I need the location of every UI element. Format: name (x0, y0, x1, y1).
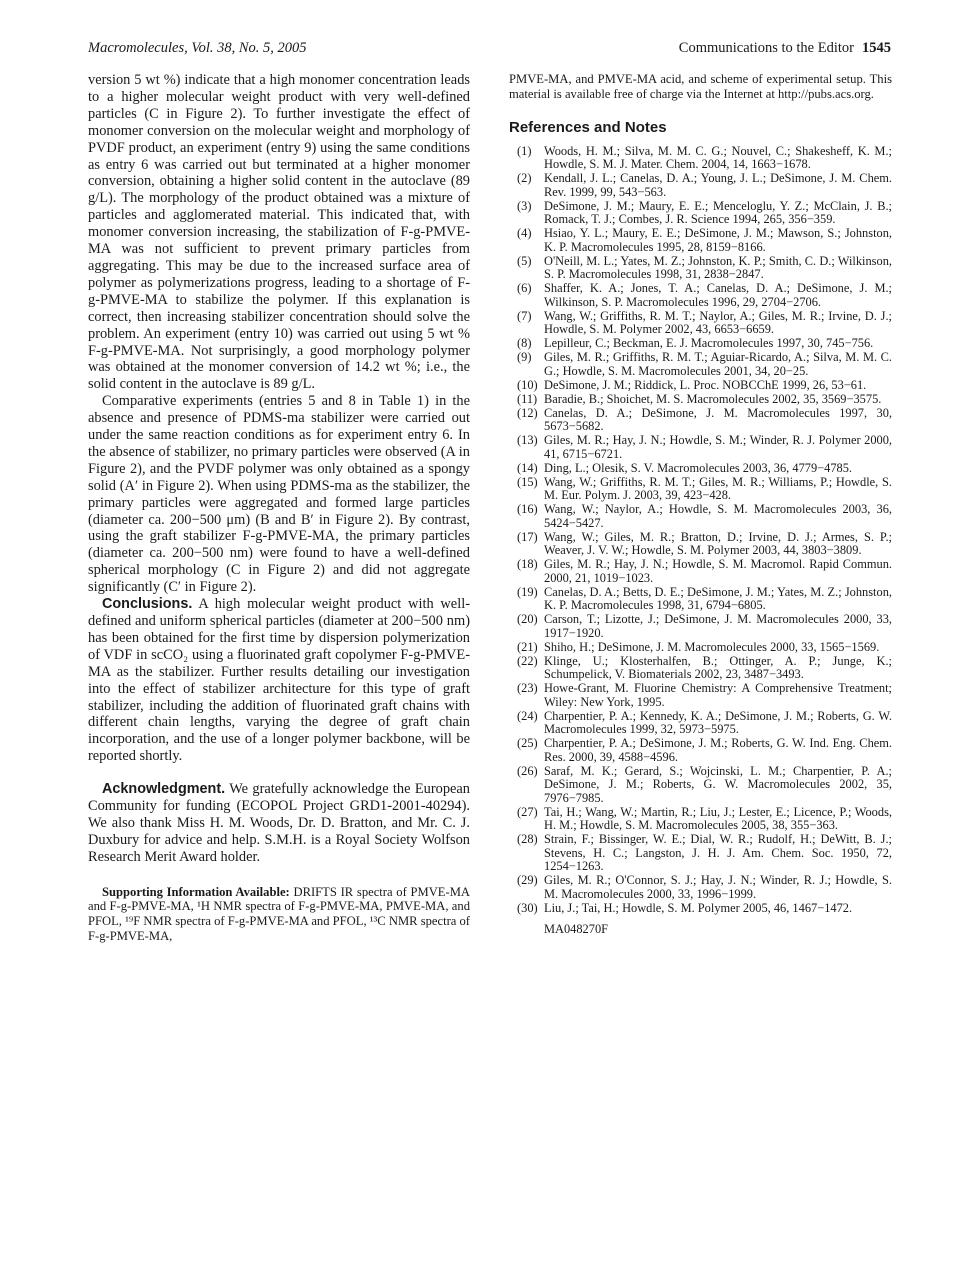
reference-text: Wang, W.; Naylor, A.; Howdle, S. M. Macromolecules 2003, 36, 5424−5427. (544, 502, 892, 530)
references-list (509, 145, 892, 916)
reference-text: Wang, W.; Griffiths, R. M. T.; Naylor, A.; Giles, M. R.; Irvine, D. J.; Howdle, S. M. Polymer 2002, 43, 6653−6659. (544, 308, 892, 337)
manuscript-code: MA048270F (544, 922, 609, 937)
reference-text: Canelas, D. A.; Betts, D. E.; DeSimone, J. M.; Yates, M. Z.; Johnston, K. P. Macromolecules 1998, 31, 6794−6805. (544, 584, 892, 613)
reference-text: Tai, H.; Wang, W.; Martin, R.; Liu, J.; Lester, E.; Licence, P.; Woods, H. M.; Howdle, S. M. Macromolecules 2005, 38, 355−363. (544, 804, 892, 833)
reference-item (509, 765, 892, 806)
reference-number: (16) (517, 502, 538, 517)
reference-text: Hsiao, Y. L.; Maury, E. E.; DeSimone, J. M.; Mawson, S.; Johnston, K. P. Macromolecules 1995, 28, 8159−8166. (544, 226, 892, 254)
reference-number: (17) (517, 529, 538, 544)
reference-number: (9) (517, 350, 532, 365)
journal-citation: Macromolecules, Vol. 38, No. 5, 2005 (88, 40, 307, 56)
reference-number: (2) (517, 171, 532, 186)
reference-item (509, 503, 892, 530)
reference-text: Lepilleur, C.; Beckman, E. J. Macromolecules 1997, 30, 745−756. (544, 336, 874, 351)
reference-number: (22) (517, 653, 538, 668)
reference-item (509, 476, 892, 503)
reference-text: Canelas, D. A.; DeSimone, J. M. Macromolecules 1997, 30, 5673−5682. (544, 405, 892, 434)
reference-number: (13) (517, 433, 538, 448)
reference-item (509, 806, 892, 833)
reference-text: Carson, T.; Lizotte, J.; DeSimone, J. M. Macromolecules 2000, 33, 1917−1920. (544, 612, 892, 640)
reference-text: Klinge, U.; Klosterhalfen, B.; Ottinger, A. P.; Junge, K.; Schumpelick, V. Biomaterials 2002, 23, 3487−3493. (544, 653, 892, 682)
reference-text: Saraf, M. K.; Gerard, S.; Wojcinski, L. M.; Charpentier, P. A.; DeSimone, J. M.; Roberts, G. W. Macromolecules 2002, 35, 7976−7985. (544, 763, 892, 805)
reference-text: Giles, M. R.; Hay, J. N.; Howdle, S. M.; Winder, R. J. Polymer 2000, 41, 6715−6721. (544, 433, 892, 461)
reference-item (509, 833, 892, 874)
reference-number: (12) (517, 405, 538, 420)
reference-item (509, 710, 892, 737)
reference-text: Shiho, H.; DeSimone, J. M. Macromolecules 2000, 33, 1565−1569. (544, 639, 880, 654)
reference-text: Howe-Grant, M. Fluorine Chemistry: A Comprehensive Treatment; Wiley: New York, 1995. (544, 681, 892, 709)
reference-text: Baradie, B.; Shoichet, M. S. Macromolecules 2002, 35, 3569−3575. (544, 391, 882, 406)
reference-number: (26) (517, 763, 538, 778)
reference-number: (29) (517, 873, 538, 888)
reference-number: (21) (517, 639, 538, 654)
reference-number: (20) (517, 612, 538, 627)
conclusions-heading: Conclusions. (102, 596, 193, 613)
reference-item (509, 682, 892, 709)
reference-number: (7) (517, 308, 532, 323)
reference-number: (5) (517, 253, 532, 268)
reference-item (509, 531, 892, 558)
reference-text: Giles, M. R.; Hay, J. N.; Howdle, S. M. Macromol. Rapid Commun. 2000, 21, 1019−1023. (544, 557, 892, 585)
reference-text: DeSimone, J. M.; Riddick, L. Proc. NOBCChE 1999, 26, 53−61. (544, 377, 867, 392)
reference-number: (15) (517, 474, 538, 489)
page-number: 1545 (862, 40, 891, 56)
reference-number: (1) (517, 143, 532, 158)
supporting-info-heading: Supporting Information Available: (102, 884, 290, 899)
reference-item (509, 902, 892, 916)
reference-number: (6) (517, 281, 532, 296)
reference-text: Ding, L.; Olesik, S. V. Macromolecules 2003, 36, 4779−4785. (544, 460, 853, 475)
reference-item (509, 200, 892, 227)
reference-number: (19) (517, 584, 538, 599)
body-paragraph-2: Comparative experiments (entries 5 and 8 in Table 1) in the absence and presence of PDMS-ma stabilizer were carried out under the same reaction conditions as for experiment entry 6. In the absence of stabilizer, no primary particles were observed (A in Figure 2), and the PVDF polymer was only obtained as a spongy solid (A′ in Figure 2). When using PDMS-ma as the stabilizer, the primary particles were aggregated and formed large particles (diameter ca. 200−500 μm) (B and B′ in Figure 2). By contrast, using the graft stabilizer F-g-PMVE-MA, the primary particles (diameter ca. 200−500 nm) were found to have a well-defined spherical morphology (C in Figure 2) and did not aggregate significantly (C′ in Figure 2). (88, 393, 470, 596)
reference-text: Liu, J.; Tai, H.; Howdle, S. M. Polymer 2005, 46, 1467−1472. (544, 900, 853, 915)
reference-item (509, 282, 892, 309)
conclusions-text: A high molecular weight product with well-defined and uniform spherical particles (diameter at 200−500 nm) has been obtained for the first time by dispersion polymerization of VDF in scCO₂ using a fluorinated graft copolymer F-g-PMVE-MA as the stabilizer. Further results detailing our investigation into the effect of stabilizer architecture for this type of graft stabilizer, including the addition of fluorinated graft chains with different chain lengths, varying the degree of graft chain incorporation, and the use of a longer polymer backbone, will be reported shortly. (88, 596, 470, 765)
supporting-info-paragraph (88, 885, 470, 944)
reference-text: Charpentier, P. A.; Kennedy, K. A.; DeSimone, J. M.; Roberts, G. W. Macromolecules 1999, 32, 5973−5975. (544, 708, 892, 737)
reference-text: Charpentier, P. A.; DeSimone, J. M.; Roberts, G. W. Ind. Eng. Chem. Res. 2000, 39, 4588−4596. (544, 736, 892, 764)
reference-item (509, 255, 892, 282)
reference-item (509, 227, 892, 254)
reference-text: Giles, M. R.; O'Connor, S. J.; Hay, J. N.; Winder, R. J.; Howdle, S. M. Macromolecules 2000, 33, 1996−1999. (544, 873, 892, 901)
reference-item (509, 586, 892, 613)
reference-number: (10) (517, 377, 538, 392)
section-title: Communications to the Editor (678, 40, 854, 56)
reference-number: (14) (517, 460, 538, 475)
reference-text: Strain, F.; Bissinger, W. E.; Dial, W. R.; Rudolf, H.; DeWitt, B. J.; Stevens, H. C.; Langston, J. H. J. Am. Chem. Soc. 1950, 72, 1254−1263. (544, 832, 892, 874)
reference-item (509, 379, 892, 393)
section-and-page (679, 40, 891, 57)
reference-number: (3) (517, 198, 532, 213)
reference-number: (30) (517, 900, 538, 915)
reference-text: Shaffer, K. A.; Jones, T. A.; Canelas, D. A.; DeSimone, J. M.; Wilkinson, S. P. Macromolecules 1996, 29, 2704−2706. (544, 281, 892, 309)
reference-text: DeSimone, J. M.; Maury, E. E.; Menceloglu, Y. Z.; McClain, J. B.; Romack, T. J.; Combes, J. R. Science 1994, 265, 356−359. (544, 198, 892, 227)
reference-item (509, 558, 892, 585)
reference-item (509, 641, 892, 655)
references-heading: References and Notes (509, 118, 667, 136)
reference-item (509, 613, 892, 640)
reference-number: (28) (517, 832, 538, 847)
reference-item (509, 351, 892, 378)
reference-text: Woods, H. M.; Silva, M. M. C. G.; Nouvel, C.; Shakesheff, K. M.; Howdle, S. M. J. Mater. Chem. 2004, 14, 1663−1678. (544, 143, 892, 172)
conclusions-paragraph (88, 596, 470, 765)
reference-item (509, 310, 892, 337)
reference-item (509, 172, 892, 199)
reference-item (509, 393, 892, 407)
reference-item (509, 655, 892, 682)
running-header (88, 40, 891, 60)
reference-number: (24) (517, 708, 538, 723)
reference-item (509, 737, 892, 764)
reference-text: O'Neill, M. L.; Yates, M. Z.; Johnston, K. P.; Smith, C. D.; Wilkinson, S. P. Macromolecules 1998, 31, 2838−2847. (544, 253, 892, 282)
reference-text: Giles, M. R.; Griffiths, R. M. T.; Aguiar-Ricardo, A.; Silva, M. M. C. G.; Howdle, S. M. Macromolecules 2001, 34, 20−25. (544, 350, 892, 378)
reference-item (509, 337, 892, 351)
reference-number: (23) (517, 681, 538, 696)
supporting-info-text: DRIFTS IR spectra of PMVE-MA and F-g-PMVE-MA, ¹H NMR spectra of F-g-PMVE-MA, PMVE-MA, and PFOL, ¹⁹F NMR spectra of F-g-PMVE-MA and PFOL, ¹³C NMR spectra of F-g-PMVE-MA, (88, 884, 470, 944)
reference-item (509, 874, 892, 901)
reference-text: Kendall, J. L.; Canelas, D. A.; Young, J. L.; DeSimone, J. M. Chem. Rev. 1999, 99, 543−563. (544, 171, 892, 199)
reference-item (509, 434, 892, 461)
right-column (509, 72, 892, 937)
acknowledgment-heading: Acknowledgment. (102, 781, 226, 798)
reference-text: Wang, W.; Giles, M. R.; Bratton, D.; Irvine, D. J.; Armes, S. P.; Weaver, J. V. W.; Howdle, S. M. Polymer 2003, 44, 3803−3809. (544, 529, 892, 558)
body-paragraph-1: version 5 wt %) indicate that a high monomer concentration leads to a higher molecular weight product with very well-defined particles (C in Figure 2). To further investigate the effect of monomer conversion on the molecular weight and morphology of PVDF product, an experiment (entry 9) using the same conditions as entry 6 was carried out but terminated at a higher monomer conversion, obtaining a higher solid content in the autoclave (89 g/L). The morphology of the product obtained was a mixture of particles and agglomerated material. This indicated that, with monomer conversion increasing, the stabilization of F-g-PMVE-MA was not sufficient to prevent primary particles from aggregating. This may be due to the increased surface area of polymer as polymerizations progress, leading to a shortage of F-g-PMVE-MA to stabilize the polymer. If this explanation is correct, then increasing stabilizer concentration should solve the problem. An experiment (entry 10) was carried out using 5 wt % F-g-PMVE-MA. Not surprisingly, a good morphology polymer was obtained at the monomer conversion of 14.2 wt %; i.e., the solid content in the autoclave is 89 g/L. (88, 72, 470, 393)
reference-text: Wang, W.; Griffiths, R. M. T.; Giles, M. R.; Williams, P.; Howdle, S. M. Eur. Polym. J. 2003, 39, 423−428. (544, 474, 892, 503)
reference-item (509, 145, 892, 172)
acknowledgment-text: We gratefully acknowledge the European Community for funding (ECOPOL Project GRD1-2001-40294). We also thank Miss H. M. Woods, Dr. D. Bratton, and Mr. C. J. Duxbury for advice and help. S.M.H. is a Royal Society Wolfson Research Merit Award holder. (88, 781, 470, 865)
reference-number: (8) (517, 336, 532, 351)
reference-number: (27) (517, 804, 538, 819)
reference-number: (11) (517, 391, 538, 406)
reference-item (509, 407, 892, 434)
supporting-info-continued: PMVE-MA, and PMVE-MA acid, and scheme of experimental setup. This material is available free of charge via the Internet at http://pubs.acs.org. (509, 72, 892, 101)
reference-number: (4) (517, 226, 532, 241)
acknowledgment-paragraph (88, 781, 470, 866)
reference-item (509, 462, 892, 476)
left-column (88, 72, 470, 944)
reference-number: (18) (517, 557, 538, 572)
reference-number: (25) (517, 736, 538, 751)
